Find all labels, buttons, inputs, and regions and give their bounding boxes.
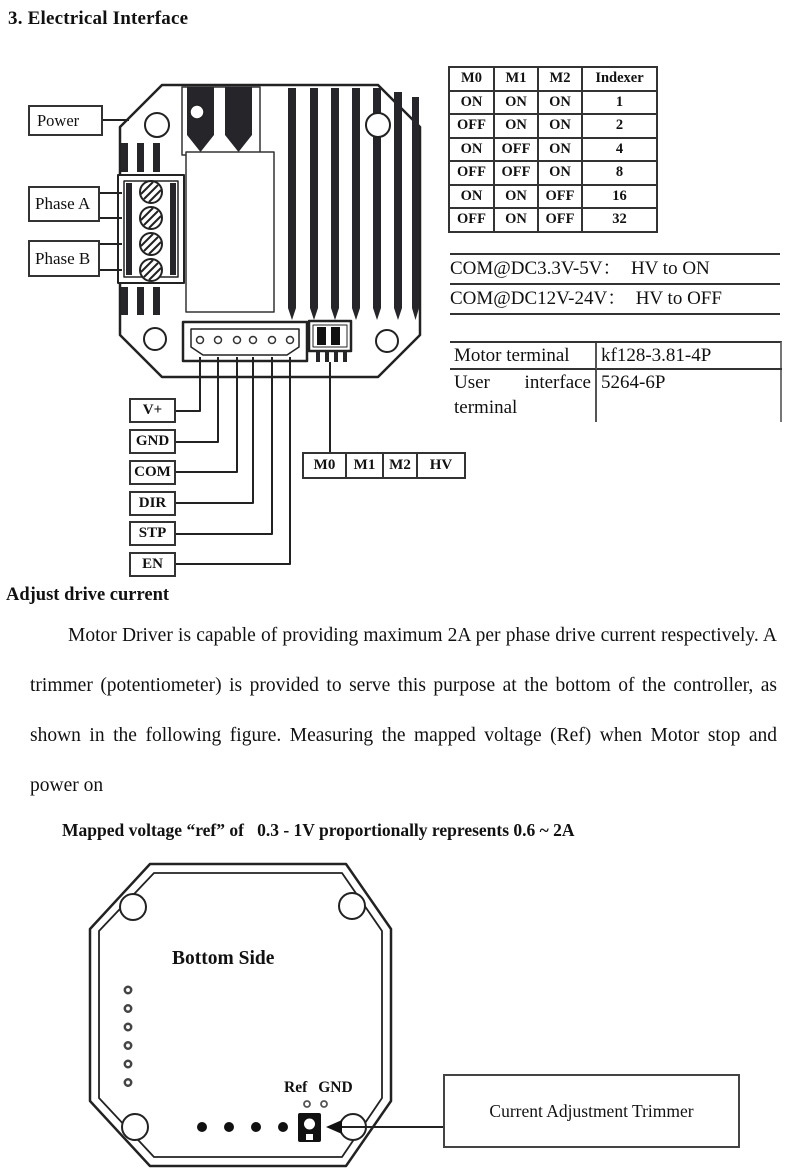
microstep-indexer-table — [448, 66, 658, 233]
trimmer-callout-box: Current Adjustment Trimmer — [443, 1074, 740, 1148]
terminal-value: 5264-6P — [601, 372, 666, 393]
user-interface-connector — [183, 322, 307, 361]
stp-wire — [176, 357, 272, 534]
mode-pin-hv: HV — [417, 453, 465, 478]
connector-pin — [287, 337, 294, 344]
table-row: ON OFF ON 4 — [449, 138, 657, 162]
pin-label-vplus: V+ — [129, 398, 176, 423]
current-trimmer — [298, 1113, 321, 1142]
table-header-row: M0 M1 M2 Indexer — [449, 67, 657, 91]
connector-pin — [250, 337, 257, 344]
pin-label-gnd: GND — [129, 429, 176, 454]
table-row: ON ON ON 1 — [449, 91, 657, 115]
table-row: ON ON OFF 16 — [449, 185, 657, 209]
pin-label-com: COM — [129, 460, 176, 485]
com-voltage-row: COM@DC12V-24V： HV to OFF — [450, 283, 780, 315]
phase-b-label: Phase B — [28, 240, 100, 277]
pin-label-stp: STP — [129, 521, 176, 546]
connector-pin — [234, 337, 241, 344]
terminal-block — [118, 175, 184, 283]
mode-pin-m0: M0 — [303, 453, 346, 478]
com-voltage-row: COM@DC3.3V-5V： HV to ON — [450, 253, 780, 283]
mounting-hole — [120, 894, 146, 920]
mounting-hole — [366, 113, 390, 137]
power-label: Power — [28, 105, 103, 136]
solder-pad — [224, 1122, 234, 1132]
mounting-hole — [376, 330, 398, 352]
dir-wire — [176, 357, 253, 503]
mounting-hole — [144, 328, 166, 350]
ref-label: Ref — [284, 1079, 308, 1096]
mode-pin-m2: M2 — [383, 453, 417, 478]
body-paragraph: Motor Driver is capable of providing maximum 2A per phase drive current respectively. A trimmer (potentiometer) is provided to serve this purpose at the bottom of the controller, as shown in the following figure. Measuring the mapped voltage (Ref) when Motor stop and power on — [30, 625, 777, 796]
terminal-name: Motor terminal — [450, 343, 597, 370]
phase-a-label: Phase A — [28, 186, 100, 222]
solder-pad — [251, 1122, 261, 1132]
pcb-plate — [186, 152, 274, 312]
terminal-value: kf128-3.81-4P — [597, 343, 782, 370]
solder-pad — [278, 1122, 288, 1132]
pin-label-en: EN — [129, 552, 176, 577]
terminal-name: User interface terminal — [450, 370, 597, 422]
bottom-side-label: Bottom Side — [172, 948, 275, 969]
mode-pin-m1: M1 — [346, 453, 383, 478]
table-row: OFF OFF ON 8 — [449, 161, 657, 185]
mounting-hole — [122, 1114, 148, 1140]
terminal-types-table — [450, 341, 782, 422]
com-voltage-table — [450, 253, 780, 315]
page-title: 3. Electrical Interface — [8, 8, 189, 29]
table-row: OFF ON OFF 32 — [449, 208, 657, 232]
mode-pin-row — [302, 452, 466, 479]
driver-bottom-view — [90, 864, 443, 1166]
solder-pad — [197, 1122, 207, 1132]
connector-pin — [215, 337, 222, 344]
gnd-pad — [321, 1101, 327, 1107]
mounting-hole — [145, 113, 169, 137]
connector-pin — [269, 337, 276, 344]
mounting-hole — [339, 893, 365, 919]
ref-pad — [304, 1101, 310, 1107]
table-row: OFF ON ON 2 — [449, 114, 657, 138]
ref-gnd-label — [284, 1079, 353, 1097]
connector-pin — [197, 337, 204, 344]
adjust-current-heading: Adjust drive current — [6, 585, 170, 605]
gnd-label: GND — [318, 1079, 353, 1096]
mapped-voltage-note: Mapped voltage “ref” of 0.3 - 1V proportionally represents 0.6 ~ 2A — [62, 820, 575, 840]
pin-label-dir: DIR — [129, 491, 176, 516]
